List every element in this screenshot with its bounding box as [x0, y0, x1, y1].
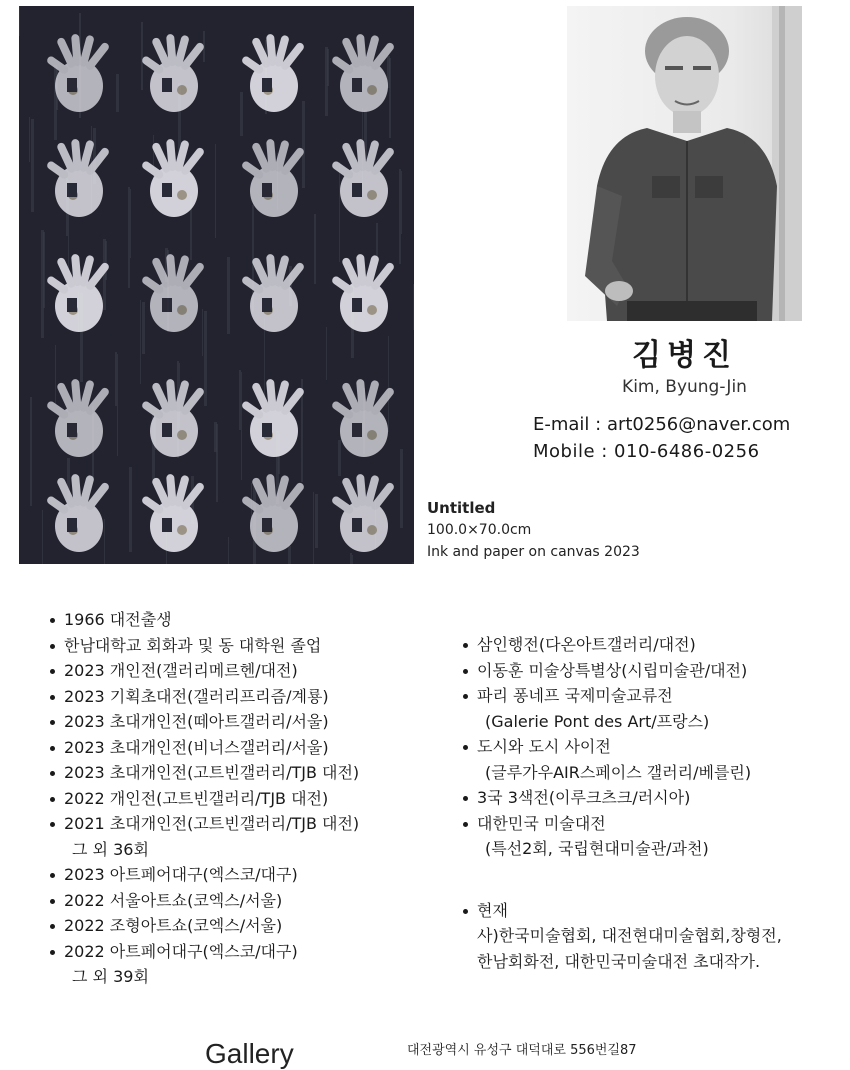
career-item-text: 파리 퐁네프 국제미술교류전 [477, 686, 673, 705]
handprint [46, 139, 111, 217]
artwork-image [19, 6, 414, 564]
texture-streak [140, 300, 141, 384]
texture-streak [31, 119, 34, 212]
career-item [461, 632, 782, 658]
texture-streak [352, 555, 353, 564]
handprint [241, 474, 306, 552]
career-item-text: 2023 초대개인전(떼아트갤러리/서울) [64, 712, 329, 731]
handprint [241, 139, 306, 217]
handprint [331, 139, 396, 217]
texture-streak [399, 169, 401, 264]
career-item-text: 한남대학교 회화과 및 동 대학원 졸업 [64, 635, 322, 655]
texture-streak [325, 47, 328, 116]
career-item-text: 2022 서울아트쇼(코엑스/서울) [64, 890, 283, 910]
career-item [48, 862, 359, 888]
texture-streak [239, 370, 241, 430]
career-item-text: 2023 기획초대전(갤러리프리즘/계룡) [64, 686, 329, 706]
current-affiliation [461, 898, 782, 975]
career-item-text: 2023 개인전(갤러리메르헨/대전) [64, 661, 298, 680]
texture-streak [413, 284, 414, 330]
career-item-text: 2022 아트페어대구(엑스코/대구) [64, 941, 298, 961]
career-list-left [48, 607, 359, 990]
texture-streak [41, 230, 44, 338]
artist-portrait [567, 6, 802, 321]
career-item-text: 2022 개인전(고트빈갤러리/TJB 대전) [64, 788, 329, 808]
career-item [461, 785, 782, 811]
career-item-subtext: (글루가우AIR스페이스 갤러리/베를린) [485, 762, 752, 782]
texture-streak [288, 544, 290, 564]
portrait-photo [567, 6, 802, 321]
handprint [46, 254, 111, 332]
texture-streak [128, 187, 130, 288]
texture-streak [214, 422, 217, 452]
current-label: 현재 [477, 900, 508, 920]
career-item [461, 811, 782, 862]
texture-streak [54, 65, 57, 140]
handprint [241, 379, 306, 457]
handprint [141, 254, 206, 332]
artist-name-korean: 김병진 [632, 338, 737, 373]
texture-streak [350, 553, 352, 564]
career-item [48, 939, 359, 990]
handprint [331, 254, 396, 332]
texture-streak [241, 372, 242, 480]
career-item [48, 735, 359, 761]
career-item-text: 이동훈 미술상특별상(시립미술관/대전) [477, 660, 748, 680]
career-item [48, 913, 359, 939]
texture-streak [227, 257, 230, 334]
career-item [48, 633, 359, 659]
artwork-size: 100.0×70.0cm [427, 522, 532, 538]
texture-streak [339, 162, 340, 262]
career-item [461, 683, 782, 734]
handprint-painting [19, 6, 414, 564]
career-item-text: 대한민국 미술대전 [477, 813, 606, 833]
handprint [141, 34, 206, 112]
texture-streak [240, 92, 243, 136]
career-item [48, 658, 359, 684]
texture-streak [116, 74, 119, 112]
handprint [241, 254, 306, 332]
career-item-text: 삼인행전(다온아트갤러리/대전) [477, 635, 696, 654]
texture-streak [376, 223, 378, 256]
career-item-text: 1966 대전출생 [64, 610, 172, 629]
artwork-medium: Ink and paper on canvas 2023 [427, 544, 640, 560]
handprint [241, 34, 306, 112]
career-item [48, 811, 359, 862]
career-item-text: 2023 아트페어대구(엑스코/대구) [64, 865, 298, 884]
career-item [48, 786, 359, 812]
texture-streak [30, 397, 32, 506]
handprint [331, 34, 396, 112]
texture-streak [104, 519, 105, 564]
current-line-2: 한남회화전, 대한민국미술대전 초대작가. [477, 951, 761, 971]
handprint [331, 474, 396, 552]
texture-streak [315, 494, 318, 548]
texture-streak [142, 302, 145, 354]
career-item-text: 2022 조형아트쇼(코엑스/서울) [64, 916, 283, 935]
gallery-label: Gallery [205, 1038, 294, 1069]
texture-streak [302, 101, 305, 188]
handprint [141, 139, 206, 217]
career-item-subtext: 그 외 39회 [72, 967, 149, 986]
texture-streak [401, 171, 402, 234]
career-item-text: 3국 3색전(이루크츠크/러시아) [477, 788, 691, 807]
artist-email: E-mail : art0256@naver.com [533, 414, 791, 435]
texture-streak [129, 467, 132, 552]
texture-streak [29, 117, 30, 162]
career-item [48, 684, 359, 710]
texture-streak [55, 345, 56, 404]
texture-streak [117, 354, 118, 456]
texture-streak [290, 546, 291, 564]
career-item [461, 658, 782, 684]
artwork-title: Untitled [427, 499, 496, 517]
texture-streak [228, 537, 229, 564]
texture-streak [141, 22, 143, 90]
texture-streak [204, 311, 207, 406]
texture-streak [130, 189, 131, 258]
texture-streak [326, 327, 327, 380]
career-item-text: 2023 초대개인전(고트빈갤러리/TJB 대전) [64, 763, 360, 782]
texture-streak [202, 309, 203, 356]
career-item-text: 도시와 도시 사이전 [477, 737, 611, 756]
artist-mobile: Mobile : 010-6486-0256 [533, 441, 760, 462]
texture-streak [338, 440, 341, 476]
texture-streak [400, 449, 403, 528]
texture-streak [412, 562, 414, 564]
texture-streak [215, 144, 216, 238]
gallery-address: 대전광역시 유성구 대덕대로 556번길87 [407, 1043, 637, 1058]
career-list-right [461, 632, 782, 974]
handprint [141, 379, 206, 457]
career-item-subtext: (특선2회, 국립현대미술관/과천) [485, 839, 709, 858]
texture-streak [42, 510, 43, 564]
texture-streak [314, 214, 316, 284]
career-item [48, 760, 359, 786]
texture-streak [313, 492, 314, 564]
current-line-1: 사)한국미술협회, 대전현대미술협회,창형전, [477, 926, 782, 945]
career-item-text: 2021 초대개인전(고트빈갤러리/TJB 대전) [64, 814, 360, 833]
career-item [461, 734, 782, 785]
handprint [141, 474, 206, 552]
texture-streak [19, 6, 20, 36]
handprint [46, 474, 111, 552]
career-item [48, 888, 359, 914]
artist-name-english: Kim, Byung-Jin [622, 377, 747, 397]
career-item-subtext: (Galerie Pont des Art/프랑스) [485, 711, 710, 731]
career-item-text: 2023 초대개인전(비너스갤러리/서울) [64, 737, 329, 757]
texture-streak [388, 336, 389, 432]
career-item [48, 607, 359, 633]
texture-streak [115, 352, 117, 406]
career-item [48, 709, 359, 735]
career-item-subtext: 그 외 36회 [72, 839, 149, 859]
